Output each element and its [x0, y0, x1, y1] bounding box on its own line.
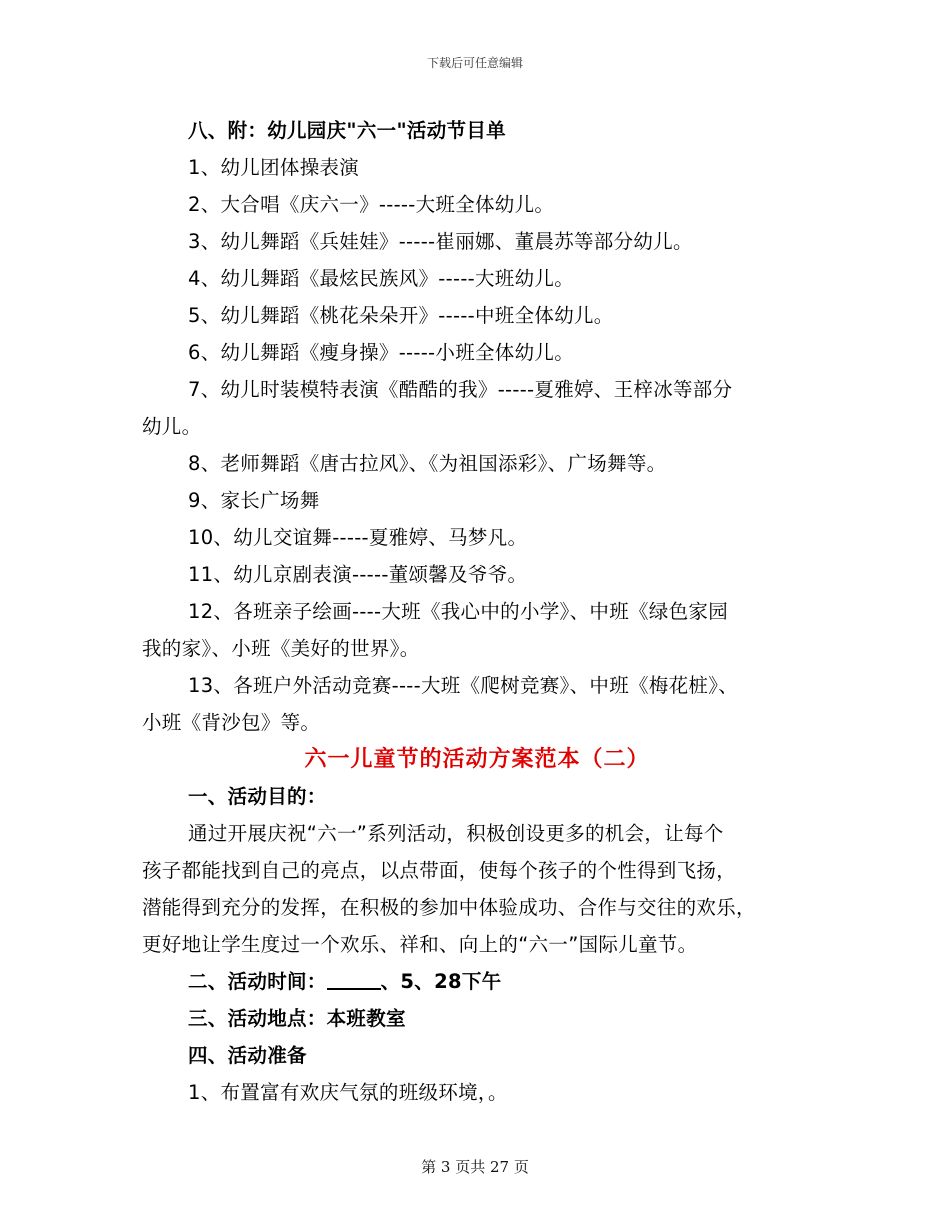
- program-item: 9、家长广场舞: [188, 489, 320, 512]
- paragraph-line: 潜能得到充分的发挥，在积极的参加中体验成功、合作与交往的欢乐，: [142, 896, 756, 919]
- blank-underline: [327, 968, 381, 990]
- time-label: 二、活动时间：: [188, 970, 327, 993]
- program-item: 4、幼儿舞蹈《最炫民族风》-----大班幼儿。: [188, 267, 574, 290]
- program-item: 5、幼儿舞蹈《桃花朵朵开》-----中班全体幼儿。: [188, 304, 614, 327]
- time-value: 、5、28下午: [380, 970, 502, 993]
- program-item: 13、各班户外活动竞赛----大班《爬树竞赛》、中班《梅花桩》、: [188, 674, 739, 697]
- program-item: 1、幼儿团体操表演: [188, 156, 360, 179]
- section-heading-time: [142, 963, 812, 1000]
- paragraph-line: 更好地让学生度过一个欢乐、祥和、向上的“六一”国际儿童节。: [142, 933, 698, 956]
- paragraph-line: 孩子都能找到自己的亮点，以点带面，使每个孩子的个性得到飞扬，: [142, 859, 737, 882]
- section-heading: 一、活动目的：: [188, 785, 327, 808]
- program-item-continued: 幼儿。: [142, 415, 202, 438]
- page-footer: 第 3 页共 27 页: [421, 1158, 529, 1176]
- page-header: 下载后可任意编辑: [426, 56, 523, 70]
- program-item: 11、幼儿京剧表演-----董颂馨及爷爷。: [188, 563, 528, 586]
- paragraph-line: 通过开展庆祝“六一”系列活动，积极创设更多的机会，让每个: [188, 822, 724, 845]
- program-item: 12、各班亲子绘画----大班《我心中的小学》、中班《绿色家园: [188, 600, 729, 623]
- program-item: 8、老师舞蹈《唐古拉风》、《为祖国添彩》、广场舞等。: [188, 452, 667, 475]
- section-heading: 四、活动准备: [188, 1044, 307, 1067]
- paragraph-line: 1、布置富有欢庆气氛的班级环境，。: [188, 1081, 508, 1104]
- program-item: 3、幼儿舞蹈《兵娃娃》-----崔丽娜、董晨苏等部分幼儿。: [188, 230, 693, 253]
- document-title: 六一儿童节的活动方案范本（二）: [304, 747, 650, 772]
- program-item: 7、幼儿时装模特表演《酷酷的我》-----夏雅婷、王梓冰等部分: [188, 378, 733, 401]
- program-item: 10、幼儿交谊舞-----夏雅婷、马梦凡。: [188, 526, 528, 549]
- section-heading: 三、活动地点：本班教室: [188, 1007, 406, 1030]
- program-item-continued: 我的家》、小班《美好的世界》。: [142, 637, 420, 660]
- section-heading: 八、附：幼儿园庆"六一"活动节目单: [188, 119, 506, 142]
- document-body: [142, 112, 812, 1111]
- program-item-continued: 小班《背沙包》等。: [142, 711, 321, 734]
- program-item: 6、幼儿舞蹈《瘦身操》-----小班全体幼儿。: [188, 341, 574, 364]
- program-item: 2、大合唱《庆六一》-----大班全体幼儿。: [188, 193, 555, 216]
